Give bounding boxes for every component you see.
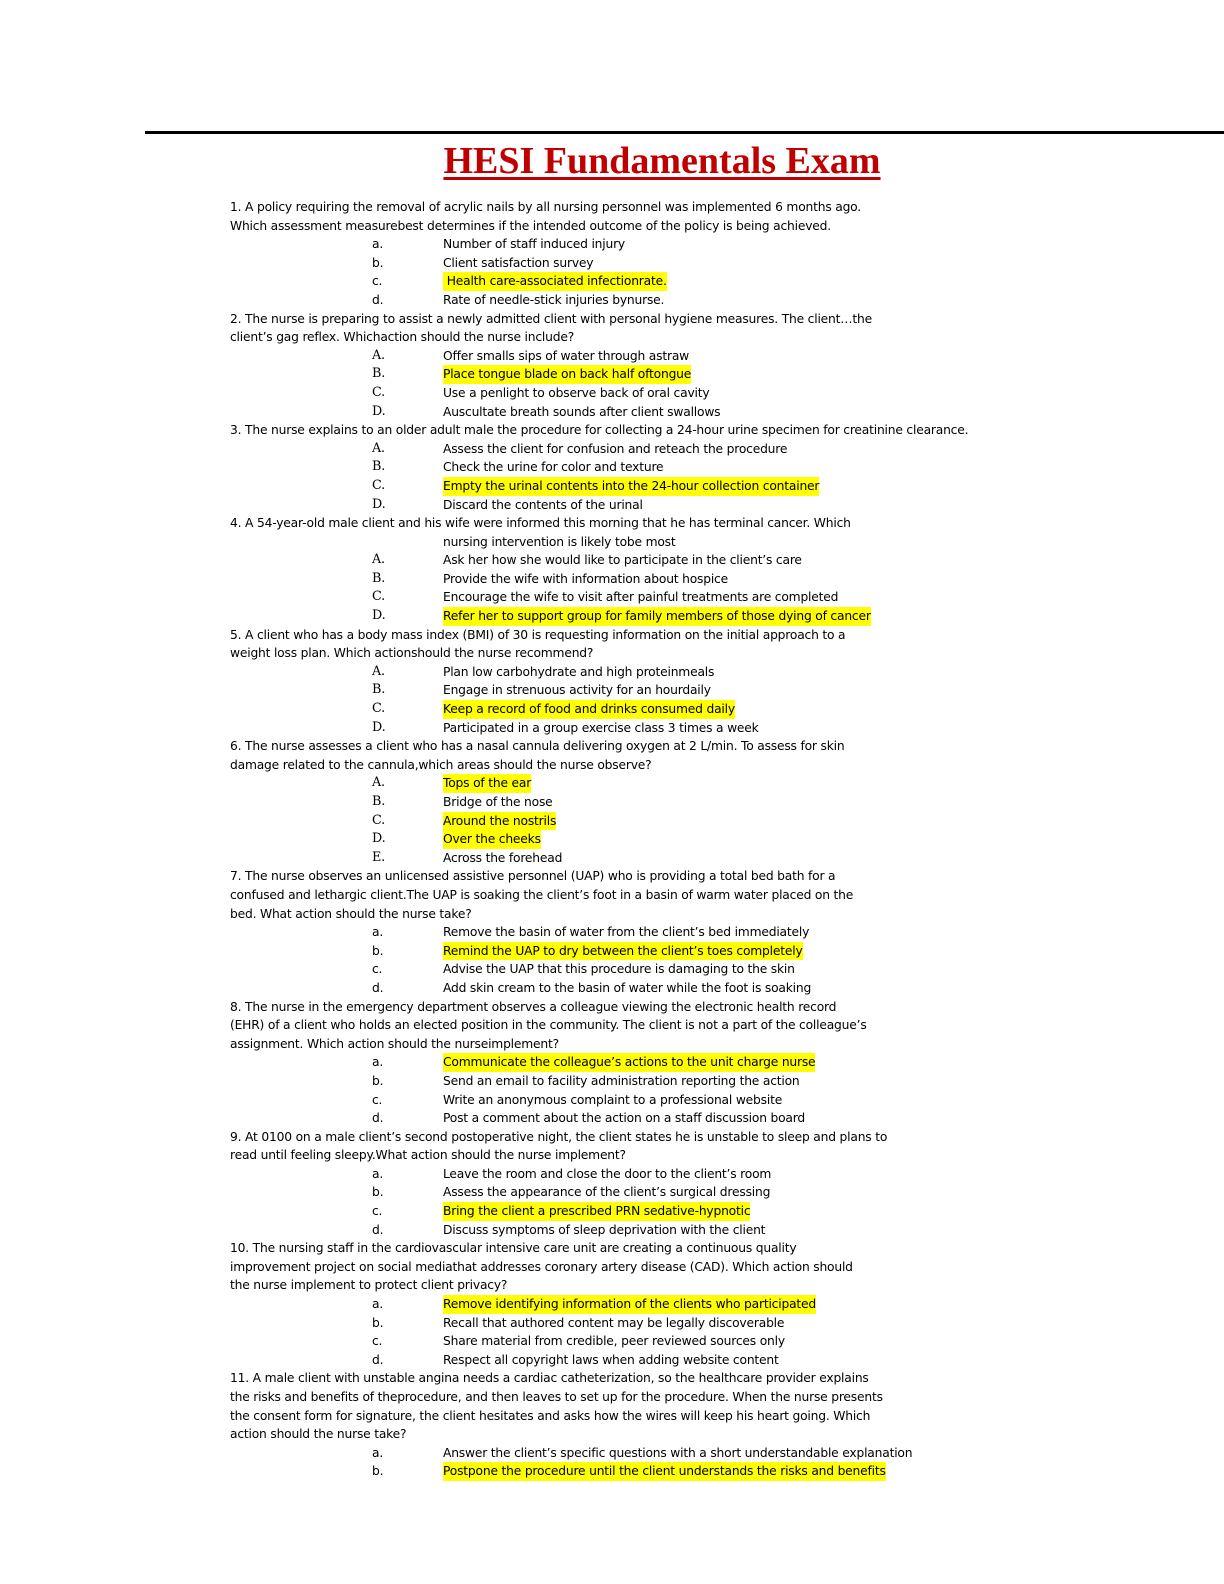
question-text: 8. The nurse in the emergency department observes a colleague viewing the electronic health record xyxy=(230,999,837,1014)
option-text: Answer the client’s specific questions with a short understandable explanation xyxy=(443,1445,913,1460)
question-text: improvement project on social mediathat addresses coronary artery disease (CAD). Which action should xyxy=(230,1259,853,1274)
answer-option xyxy=(230,1332,1210,1351)
question-text: the nurse implement to protect client privacy? xyxy=(230,1278,508,1293)
option-text: Provide the wife with information about hospice xyxy=(443,571,728,586)
question-text: 4. A 54-year-old male client and his wife were informed this morning that he has terminal cancer. Which xyxy=(230,516,851,531)
answer-option xyxy=(230,365,1210,384)
option-text-highlighted: Place tongue blade on back half oftongue xyxy=(443,365,691,384)
question-block xyxy=(230,421,1210,514)
option-letter: C. xyxy=(372,701,386,717)
option-text: Leave the room and close the door to the client’s room xyxy=(443,1166,772,1181)
option-letter: D. xyxy=(372,608,386,624)
option-text: Client satisfaction survey xyxy=(443,255,594,270)
answer-option xyxy=(230,458,1210,477)
option-letter: c. xyxy=(372,1092,383,1107)
question-block xyxy=(230,1239,1210,1369)
option-text: Number of staff induced injury xyxy=(443,237,626,252)
answer-option xyxy=(230,477,1210,496)
question-text: 11. A male client with unstable angina needs a cardiac catheterization, so the healthcare provider explains xyxy=(230,1371,869,1386)
answer-option xyxy=(230,663,1210,682)
answer-option xyxy=(230,979,1210,998)
option-text: Auscultate breath sounds after client swallows xyxy=(443,404,721,419)
option-text: Respect all copyright laws when adding website content xyxy=(443,1352,779,1367)
option-letter: C. xyxy=(372,477,386,493)
answer-option xyxy=(230,1183,1210,1202)
option-text-highlighted: Around the nostrils xyxy=(443,812,556,831)
option-letter: d. xyxy=(372,1222,384,1237)
answer-option xyxy=(230,588,1210,607)
answer-option xyxy=(230,1295,1210,1314)
option-letter: D. xyxy=(372,403,386,419)
answer-option xyxy=(230,774,1210,793)
option-text-highlighted: Keep a record of food and drinks consumed daily xyxy=(443,700,735,719)
answer-option xyxy=(230,923,1210,942)
question-block xyxy=(230,1369,1210,1481)
option-letter: a. xyxy=(372,237,384,252)
option-text: Assess the client for confusion and reteach the procedure xyxy=(443,441,788,456)
question-text: the consent form for signature, the client hesitates and asks how the wires will keep his heart going. Which xyxy=(230,1408,871,1423)
answer-option xyxy=(230,551,1210,570)
option-text: Engage in strenuous activity for an hourdaily xyxy=(443,683,711,698)
option-text: Discard the contents of the urinal xyxy=(443,497,643,512)
answer-option xyxy=(230,403,1210,422)
answer-option xyxy=(230,440,1210,459)
question-text-continued: nursing intervention is likely tobe most xyxy=(443,534,676,549)
option-text: Write an anonymous complaint to a professional website xyxy=(443,1092,783,1107)
question-block xyxy=(230,867,1210,997)
answer-option xyxy=(230,1314,1210,1333)
question-text: 2. The nurse is preparing to assist a newly admitted client with personal hygiene measures. The client…the xyxy=(230,311,872,326)
question-block xyxy=(230,1128,1210,1240)
option-text-highlighted: Remind the UAP to dry between the client’s toes completely xyxy=(443,942,803,961)
option-text-highlighted: Postpone the procedure until the client understands the risks and benefits xyxy=(443,1462,886,1481)
option-text: Ask her how she would like to participate in the client’s care xyxy=(443,553,802,568)
option-letter: B. xyxy=(372,459,386,475)
question-block xyxy=(230,737,1210,867)
question-block xyxy=(230,310,1210,422)
option-text: Advise the UAP that this procedure is damaging to the skin xyxy=(443,962,795,977)
answer-option xyxy=(230,570,1210,589)
option-letter: a. xyxy=(372,1445,384,1460)
question-text: client’s gag reflex. Whichaction should the nurse include? xyxy=(230,330,575,345)
answer-option xyxy=(230,291,1210,310)
question-text: 9. At 0100 on a male client’s second postoperative night, the client states he is unstable to sleep and plans to xyxy=(230,1129,888,1144)
answer-option xyxy=(230,347,1210,366)
question-block xyxy=(230,626,1210,738)
option-text-highlighted: Communicate the colleague’s actions to the unit charge nurse xyxy=(443,1053,815,1072)
question-text: 5. A client who has a body mass index (BMI) of 30 is requesting information on the initial approach to a xyxy=(230,627,846,642)
answer-option xyxy=(230,496,1210,515)
answer-option xyxy=(230,812,1210,831)
answer-option xyxy=(230,700,1210,719)
option-letter: a. xyxy=(372,925,384,940)
answer-option xyxy=(230,384,1210,403)
option-letter: B. xyxy=(372,794,386,809)
question-text: the risks and benefits of theprocedure, and then leaves to set up for the procedure. When the nurse presents xyxy=(230,1390,883,1404)
option-text: Share material from credible, peer reviewed sources only xyxy=(443,1334,785,1349)
answer-option xyxy=(230,1202,1210,1221)
option-text: Rate of needle-stick injuries bynurse. xyxy=(443,292,665,307)
option-text: Discuss symptoms of sleep deprivation with the client xyxy=(443,1222,766,1237)
question-text: Which assessment measurebest determines if the intended outcome of the policy is being achieved. xyxy=(230,218,831,233)
answer-option xyxy=(230,1109,1210,1128)
option-letter: A. xyxy=(372,663,385,679)
question-text: (EHR) of a client who holds an elected position in the community. The client is not a part of the colleague’s xyxy=(230,1018,867,1033)
answer-option xyxy=(230,960,1210,979)
option-letter: d. xyxy=(372,292,384,307)
option-text: Bridge of the nose xyxy=(443,795,553,809)
question-text: damage related to the cannula,which areas should the nurse observe? xyxy=(230,757,652,772)
question-text: read until feeling sleepy.What action should the nurse implement? xyxy=(230,1148,626,1163)
option-text: Send an email to facility administration reporting the action xyxy=(443,1073,800,1088)
answer-option xyxy=(230,1444,1210,1463)
option-text: Plan low carbohydrate and high proteinmeals xyxy=(443,664,715,679)
option-letter: b. xyxy=(372,1073,384,1088)
option-letter: d. xyxy=(372,980,384,995)
question-text: 7. The nurse observes an unlicensed assistive personnel (UAP) who is providing a total bed bath for a xyxy=(230,869,836,884)
answer-option xyxy=(230,272,1210,291)
option-text: Encourage the wife to visit after painful treatments are completed xyxy=(443,590,839,605)
header-rule xyxy=(145,131,1224,134)
option-letter: D. xyxy=(372,719,386,735)
question-text: 1. A policy requiring the removal of acrylic nails by all nursing personnel was implemented 6 months ago. xyxy=(230,200,861,214)
option-letter: A. xyxy=(372,347,385,363)
option-text: Remove the basin of water from the client’s bed immediately xyxy=(443,925,810,940)
option-letter: c. xyxy=(372,1334,383,1349)
answer-option xyxy=(230,793,1210,812)
answer-option xyxy=(230,681,1210,700)
option-letter: A. xyxy=(372,775,385,791)
option-text: Check the urine for color and texture xyxy=(443,460,664,475)
option-letter: D. xyxy=(372,496,386,512)
answer-option xyxy=(230,1091,1210,1110)
option-letter: E. xyxy=(372,849,386,865)
answer-option xyxy=(230,830,1210,849)
question-text: 6. The nurse assesses a client who has a nasal cannula delivering oxygen at 2 L/min. To assess for skin xyxy=(230,739,845,754)
option-text-highlighted: Remove identifying information of the clients who participated xyxy=(443,1295,816,1314)
option-text: Post a comment about the action on a staff discussion board xyxy=(443,1111,806,1126)
answer-option xyxy=(230,235,1210,254)
option-letter: b. xyxy=(372,1185,384,1200)
answer-option xyxy=(230,1351,1210,1370)
option-text: Offer smalls sips of water through astraw xyxy=(443,348,690,363)
option-text-highlighted: Over the cheeks xyxy=(443,830,541,849)
option-letter: a. xyxy=(372,1166,384,1181)
option-letter: A. xyxy=(372,440,385,456)
answer-option xyxy=(230,1053,1210,1072)
option-text-highlighted: Empty the urinal contents into the 24-hour collection container xyxy=(443,477,819,496)
option-letter: a. xyxy=(372,1055,384,1070)
answer-option xyxy=(230,607,1210,626)
option-letter: B. xyxy=(372,570,386,586)
question-list xyxy=(230,198,1210,1481)
option-letter: B. xyxy=(372,682,386,698)
option-text: Assess the appearance of the client’s surgical dressing xyxy=(443,1185,771,1200)
answer-option xyxy=(230,849,1210,868)
page-title: HESI Fundamentals Exam xyxy=(443,140,881,182)
option-text-highlighted: Tops of the ear xyxy=(443,774,531,793)
answer-option xyxy=(230,719,1210,738)
answer-option xyxy=(230,1165,1210,1184)
option-letter: C. xyxy=(372,812,386,828)
option-letter: A. xyxy=(372,552,385,568)
answer-option xyxy=(230,254,1210,273)
option-letter: C. xyxy=(372,589,386,605)
option-text: Participated in a group exercise class 3 times a week xyxy=(443,720,759,735)
option-letter: b. xyxy=(372,943,384,958)
answer-option xyxy=(230,1462,1210,1481)
answer-option xyxy=(230,942,1210,961)
question-text: weight loss plan. Which actionshould the nurse recommend? xyxy=(230,646,594,661)
option-letter: b. xyxy=(372,1464,384,1479)
option-text: Use a penlight to observe back of oral cavity xyxy=(443,385,710,400)
question-text: action should the nurse take? xyxy=(230,1427,407,1442)
option-text-highlighted: Refer her to support group for family members of those dying of cancer xyxy=(443,607,871,626)
option-letter: C. xyxy=(372,384,386,400)
option-letter: b. xyxy=(372,1315,384,1330)
question-text: 10. The nursing staff in the cardiovascular intensive care unit are creating a continuous quality xyxy=(230,1241,797,1256)
option-letter: c. xyxy=(372,1204,383,1219)
answer-option xyxy=(230,1221,1210,1240)
option-text: Across the forehead xyxy=(443,850,563,865)
option-text: Recall that authored content may be legally discoverable xyxy=(443,1315,785,1330)
option-letter: c. xyxy=(372,962,383,977)
option-text-highlighted: Bring the client a prescribed PRN sedative-hypnotic xyxy=(443,1202,750,1221)
option-letter: c. xyxy=(372,274,383,289)
option-letter: d. xyxy=(372,1352,384,1367)
option-letter: b. xyxy=(372,255,384,270)
question-block xyxy=(230,514,1210,626)
option-letter: d. xyxy=(372,1111,384,1126)
option-letter: D. xyxy=(372,831,386,847)
question-text: assignment. Which action should the nurseimplement? xyxy=(230,1036,559,1051)
question-text: 3. The nurse explains to an older adult male the procedure for collecting a 24-hour urine specimen for creatinine clearance. xyxy=(230,423,969,438)
question-block xyxy=(230,198,1210,310)
option-text: Add skin cream to the basin of water while the foot is soaking xyxy=(443,980,812,995)
question-text: bed. What action should the nurse take? xyxy=(230,906,472,921)
option-text-highlighted: Health care-associated infectionrate. xyxy=(443,272,667,291)
option-letter: B. xyxy=(372,366,386,382)
option-letter: a. xyxy=(372,1297,384,1312)
answer-option xyxy=(230,1072,1210,1091)
question-text: confused and lethargic client.The UAP is soaking the client’s foot in a basin of warm water placed on the xyxy=(230,887,854,902)
question-block xyxy=(230,998,1210,1128)
